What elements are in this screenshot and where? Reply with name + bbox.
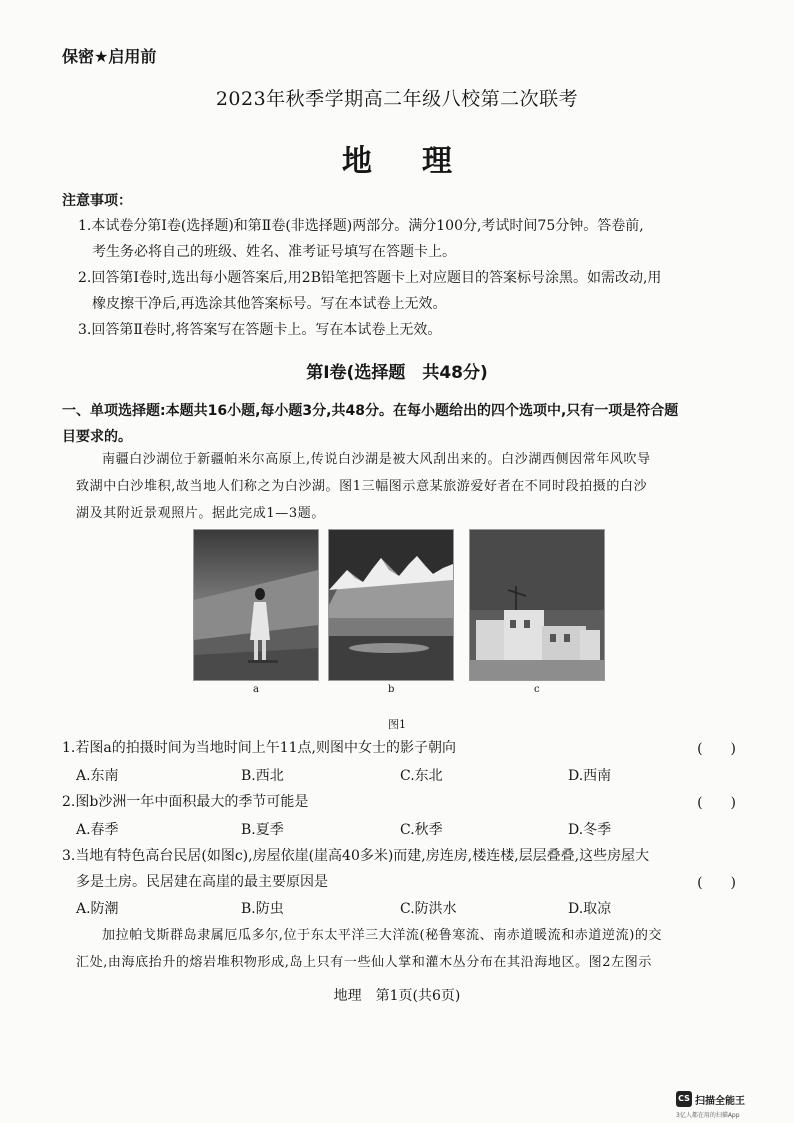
option-a: A.春季 [76, 822, 119, 838]
section-line: 目要求的。 [62, 429, 132, 445]
question-text: 3.当地有特色高台民居(如图c),房屋依崖(崖高40多米)而建,房连房,楼连楼,层层叠叠,这些房屋大 [62, 848, 650, 864]
scanner-tagline: 3亿人都在用的扫描App [676, 1112, 740, 1119]
note-line: 考生务必将自己的班级、姓名、准考证号填写在答题卡上。 [92, 244, 456, 260]
option-c: C.东北 [400, 768, 443, 784]
exam-title: 2023年秋季学期高二年级八校第二次联考 [215, 88, 579, 110]
option-b: B.西北 [241, 768, 284, 784]
option-a: A.东南 [76, 768, 119, 784]
note-item [78, 317, 746, 343]
answer-paren: ( ) [697, 795, 736, 811]
option-c: C.防洪水 [400, 901, 457, 917]
note-line: 1.本试卷分第Ⅰ卷(选择题)和第Ⅱ卷(非选择题)两部分。满分100分,考试时间75分钟。答卷前, [78, 218, 644, 234]
passage-1 [76, 446, 744, 527]
question-text: 2.图b沙洲一年中面积最大的季节可能是 [62, 794, 309, 810]
part1-heading: 第Ⅰ卷(选择题 共48分) [306, 363, 488, 383]
note-item [78, 265, 746, 317]
note-line: 2.回答第Ⅰ卷时,选出每小题答案后,用2B铅笔把答题卡上对应题目的答案标号涂黑。如需改动,用 [78, 270, 662, 286]
figure-caption: 图1 [388, 718, 406, 731]
option-d: D.取凉 [568, 901, 612, 917]
passage-line: 汇处,由海底抬升的熔岩堆积物形成,岛上只有一些仙人掌和灌木丛分布在其沿海地区。图2左图示 [76, 955, 652, 970]
photo-c [469, 529, 605, 681]
photo-b-label: b [388, 684, 395, 695]
passage-line: 加拉帕戈斯群岛隶属厄瓜多尔,位于东太平洋三大洋流(秘鲁寒流、南赤道暖流和赤道逆流)的交 [102, 928, 663, 943]
scanner-logo-icon: CS [676, 1091, 692, 1107]
option-b: B.防虫 [241, 901, 284, 917]
question-1-stem [62, 735, 746, 761]
section-instructions [62, 398, 746, 450]
option-c: C.秋季 [400, 822, 443, 838]
question-text: 多是土房。民居建在高崖的最主要原因是 [76, 874, 328, 890]
question-text: 1.若图a的拍摄时间为当地时间上午11点,则图中女士的影子朝向 [62, 740, 456, 756]
answer-paren: ( ) [697, 741, 736, 757]
photo-a-label: a [253, 684, 259, 695]
note-line: 3.回答第Ⅱ卷时,将答案写在答题卡上。写在本试卷上无效。 [78, 322, 442, 338]
photo-c-label: c [534, 684, 540, 695]
option-b: B.夏季 [241, 822, 284, 838]
notes-heading: 注意事项： [62, 193, 132, 209]
option-d: D.西南 [568, 768, 612, 784]
option-a: A.防潮 [76, 901, 119, 917]
note-line: 橡皮擦干净后,再选涂其他答案标号。写在本试卷上无效。 [92, 296, 447, 312]
question-3-stem [62, 843, 746, 895]
section-line: 一、单项选择题:本题共16小题,每小题3分,共48分。在每小题给出的四个选项中,只有一项是符合题 [62, 403, 679, 419]
scanner-name: 扫描全能王 [695, 1096, 745, 1107]
confidential-label: 保密★启用前 [62, 47, 157, 66]
answer-paren: ( ) [697, 875, 736, 891]
passage-2 [76, 922, 744, 976]
page-footer: 地理 第1页(共6页) [333, 988, 461, 1004]
note-item [78, 213, 746, 265]
photo-b [328, 529, 454, 681]
question-2-stem [62, 789, 746, 815]
option-d: D.冬季 [568, 822, 612, 838]
passage-line: 湖及其附近景观照片。据此完成1—3题。 [76, 506, 325, 521]
subject-title: 地理 [342, 144, 502, 179]
passage-line: 致湖中白沙堆积,故当地人们称之为白沙湖。图1三幅图示意某旅游爱好者在不同时段拍摄的白沙 [76, 479, 648, 494]
photo-a [193, 529, 319, 681]
passage-line: 南疆白沙湖位于新疆帕米尔高原上,传说白沙湖是被大风刮出来的。白沙湖西侧因常年风吹导 [102, 452, 651, 467]
